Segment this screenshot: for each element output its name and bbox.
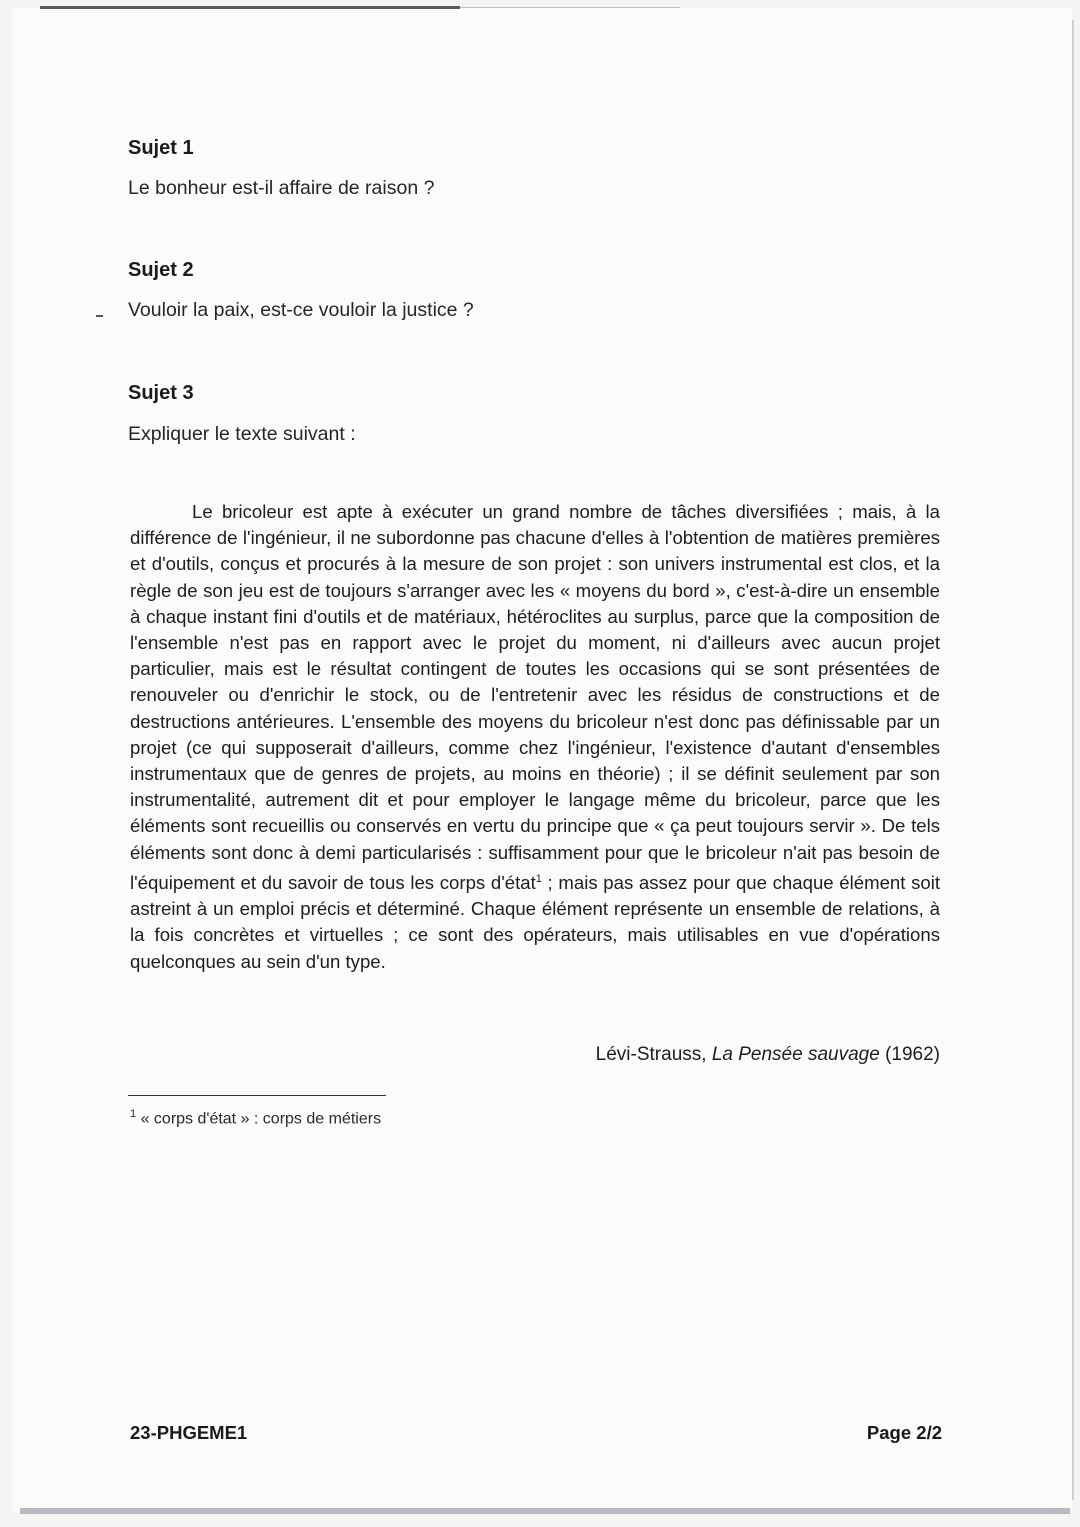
- subject-3-instruction: Expliquer le texte suivant :: [128, 423, 356, 445]
- page-number: Page 2/2: [866, 1422, 942, 1443]
- subject-1-question: Le bonheur est-il affaire de raison ?: [128, 177, 435, 199]
- footnote-reference: 1: [535, 872, 542, 885]
- scan-bottom-edge: [20, 1508, 1070, 1514]
- footnote-text: « corps d'état » : corps de métiers: [136, 1110, 382, 1128]
- scan-top-edge: [40, 6, 460, 9]
- attribution-year: (1962): [885, 1044, 940, 1065]
- subject-2-question: Vouloir la paix, est-ce vouloir la justice ?: [128, 299, 474, 321]
- exam-code: 23-PHGEME1: [130, 1422, 248, 1443]
- passage-attribution: [596, 1044, 940, 1066]
- margin-mark: [96, 315, 103, 317]
- footnote: [130, 1108, 381, 1128]
- attribution-author: Lévi-Strauss,: [595, 1044, 707, 1065]
- footnote-number: 1: [130, 1108, 137, 1120]
- passage-text: [130, 499, 940, 975]
- scan-right-edge: [1072, 20, 1074, 1500]
- subject-3-title: Sujet 3: [128, 382, 194, 404]
- subject-2-title: Sujet 2: [128, 259, 194, 281]
- passage-part-2: ; mais pas assez pour que chaque élément soit astreint à un emploi précis et déterminé. Chaque élément représente un ensemble de relations, à la fois concrètes et virtuelles ; ce sont des opérateurs, mais utilisables en vue d'opérations quelconques au sein d'un type.: [130, 872, 941, 972]
- footnote-divider: [128, 1095, 386, 1096]
- passage-part-1: Le bricoleur est apte à exécuter un grand nombre de tâches diversifiées ; mais, à la différence de l'ingénieur, il ne subordonne pas chacune d'elles à l'obtention de matières premières et d'outils, conçus et procurés à la mesure de son projet : son univers instrumental est clos, et la règle de son jeu est de toujours s'arranger avec les « moyens du bord », c'est-à-dire un ensemble à chaque instant fini d'outils et de matériaux, hétéroclites au surplus, parce que la composition de l'ensemble n'est pas en rapport avec le projet du moment, ni d'ailleurs avec aucun projet particulier, mais est le résultat contingent de toutes les occasions qui se sont présentées de renouveler ou d'enrichir le stock, ou de l'entretenir avec les résidus de constructions et de destructions antérieures. L'ensemble des moyens du bricoleur n'est donc pas définissable par un projet (ce qui supposerait d'ailleurs, comme chez l'ingénieur, l'existence d'autant d'ensembles instrumentaux que de genres de projets, au moins en théorie) ; il se définit seulement par son instrumentalité, autrement dit et pour employer le langage même du bricoleur, parce que les éléments sont recueillis ou conservés en vertu du principe que « ça peut toujours servir ». De tels éléments sont donc à demi particularisés : suffisamment pour que le bricoleur n'ait pas besoin de l'équipement et du savoir de tous les corps d'état: [130, 501, 940, 894]
- scan-top-edge-faint: [460, 7, 680, 8]
- attribution-work: La Pensée sauvage: [711, 1044, 880, 1065]
- subject-1-title: Sujet 1: [128, 137, 194, 159]
